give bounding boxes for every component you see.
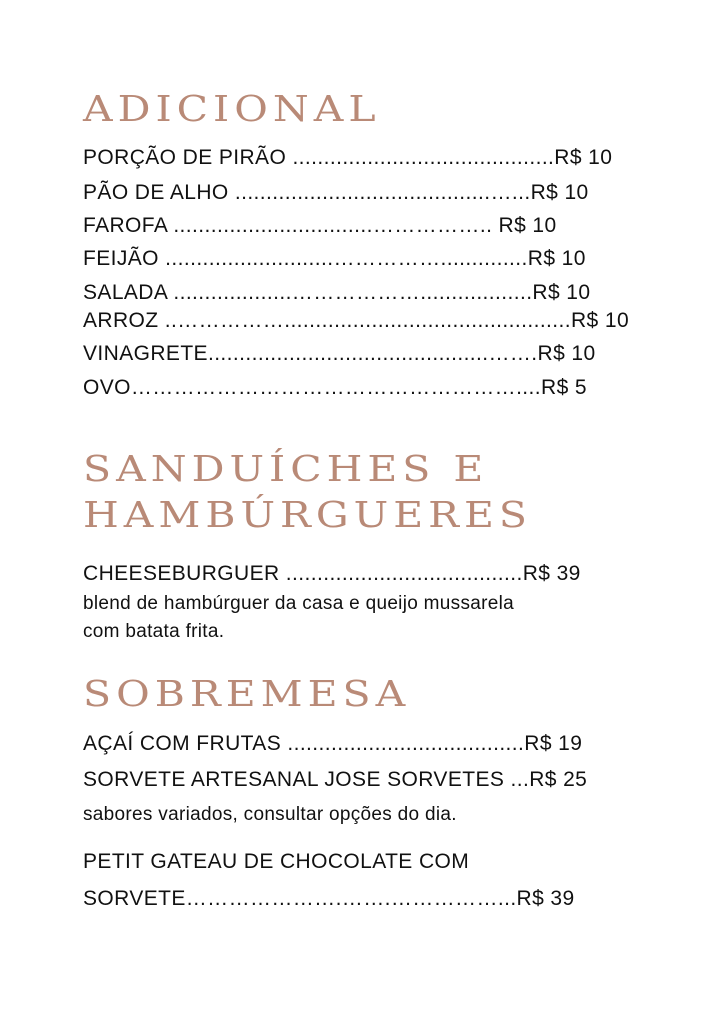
menu-item-porcao-de-pirao: PORÇÃO DE PIRÃO ..........................................R$ 10 bbox=[83, 146, 613, 169]
menu-item-description-line1: blend de hambúrguer da casa e queijo mussarela bbox=[83, 593, 515, 614]
section-title-adicional: ADICIONAL bbox=[83, 88, 381, 130]
section-title-sobremesa: SOBREMESA bbox=[83, 673, 411, 715]
menu-item-arroz: ARROZ ..……………..............................................R$ 10 bbox=[83, 309, 630, 332]
menu-item-petit-gateau-line2: SORVETE………………….…….……………...R$ 39 bbox=[83, 887, 575, 910]
menu-item-cheeseburguer: CHEESEBURGUER ......................................R$ 39 bbox=[83, 562, 581, 585]
menu-item-vinagrete: VINAGRETE.............................................…….R$ 10 bbox=[83, 342, 596, 365]
menu-item-acai-com-frutas: AÇAÍ COM FRUTAS ......................................R$ 19 bbox=[83, 732, 583, 755]
menu-item-ovo: OVO………………………………………………....R$ 5 bbox=[83, 376, 587, 399]
menu-item-sorvete-description: sabores variados, consultar opções do dia. bbox=[83, 804, 457, 825]
section-title-sanduiches-line2: HAMBÚRGUERES bbox=[83, 494, 533, 536]
menu-item-farofa: FAROFA ................................…………….. R$ 10 bbox=[83, 214, 557, 237]
menu-item-feijao: FEIJÃO ...........................……………..............R$ 10 bbox=[83, 247, 586, 270]
menu-item-sorvete-artesanal: SORVETE ARTESANAL JOSE SORVETES ...R$ 25 bbox=[83, 768, 588, 791]
menu-item-petit-gateau-line1: PETIT GATEAU DE CHOCOLATE COM bbox=[83, 850, 470, 873]
section-title-sanduiches-line1: SANDUÍCHES E bbox=[83, 448, 489, 490]
menu-item-pao-de-alho: PÃO DE ALHO .........................................…...R$ 10 bbox=[83, 181, 589, 204]
menu-item-description-line2: com batata frita. bbox=[83, 621, 225, 642]
menu-item-salada: SALADA ...................………………..................R$ 10 bbox=[83, 281, 591, 304]
